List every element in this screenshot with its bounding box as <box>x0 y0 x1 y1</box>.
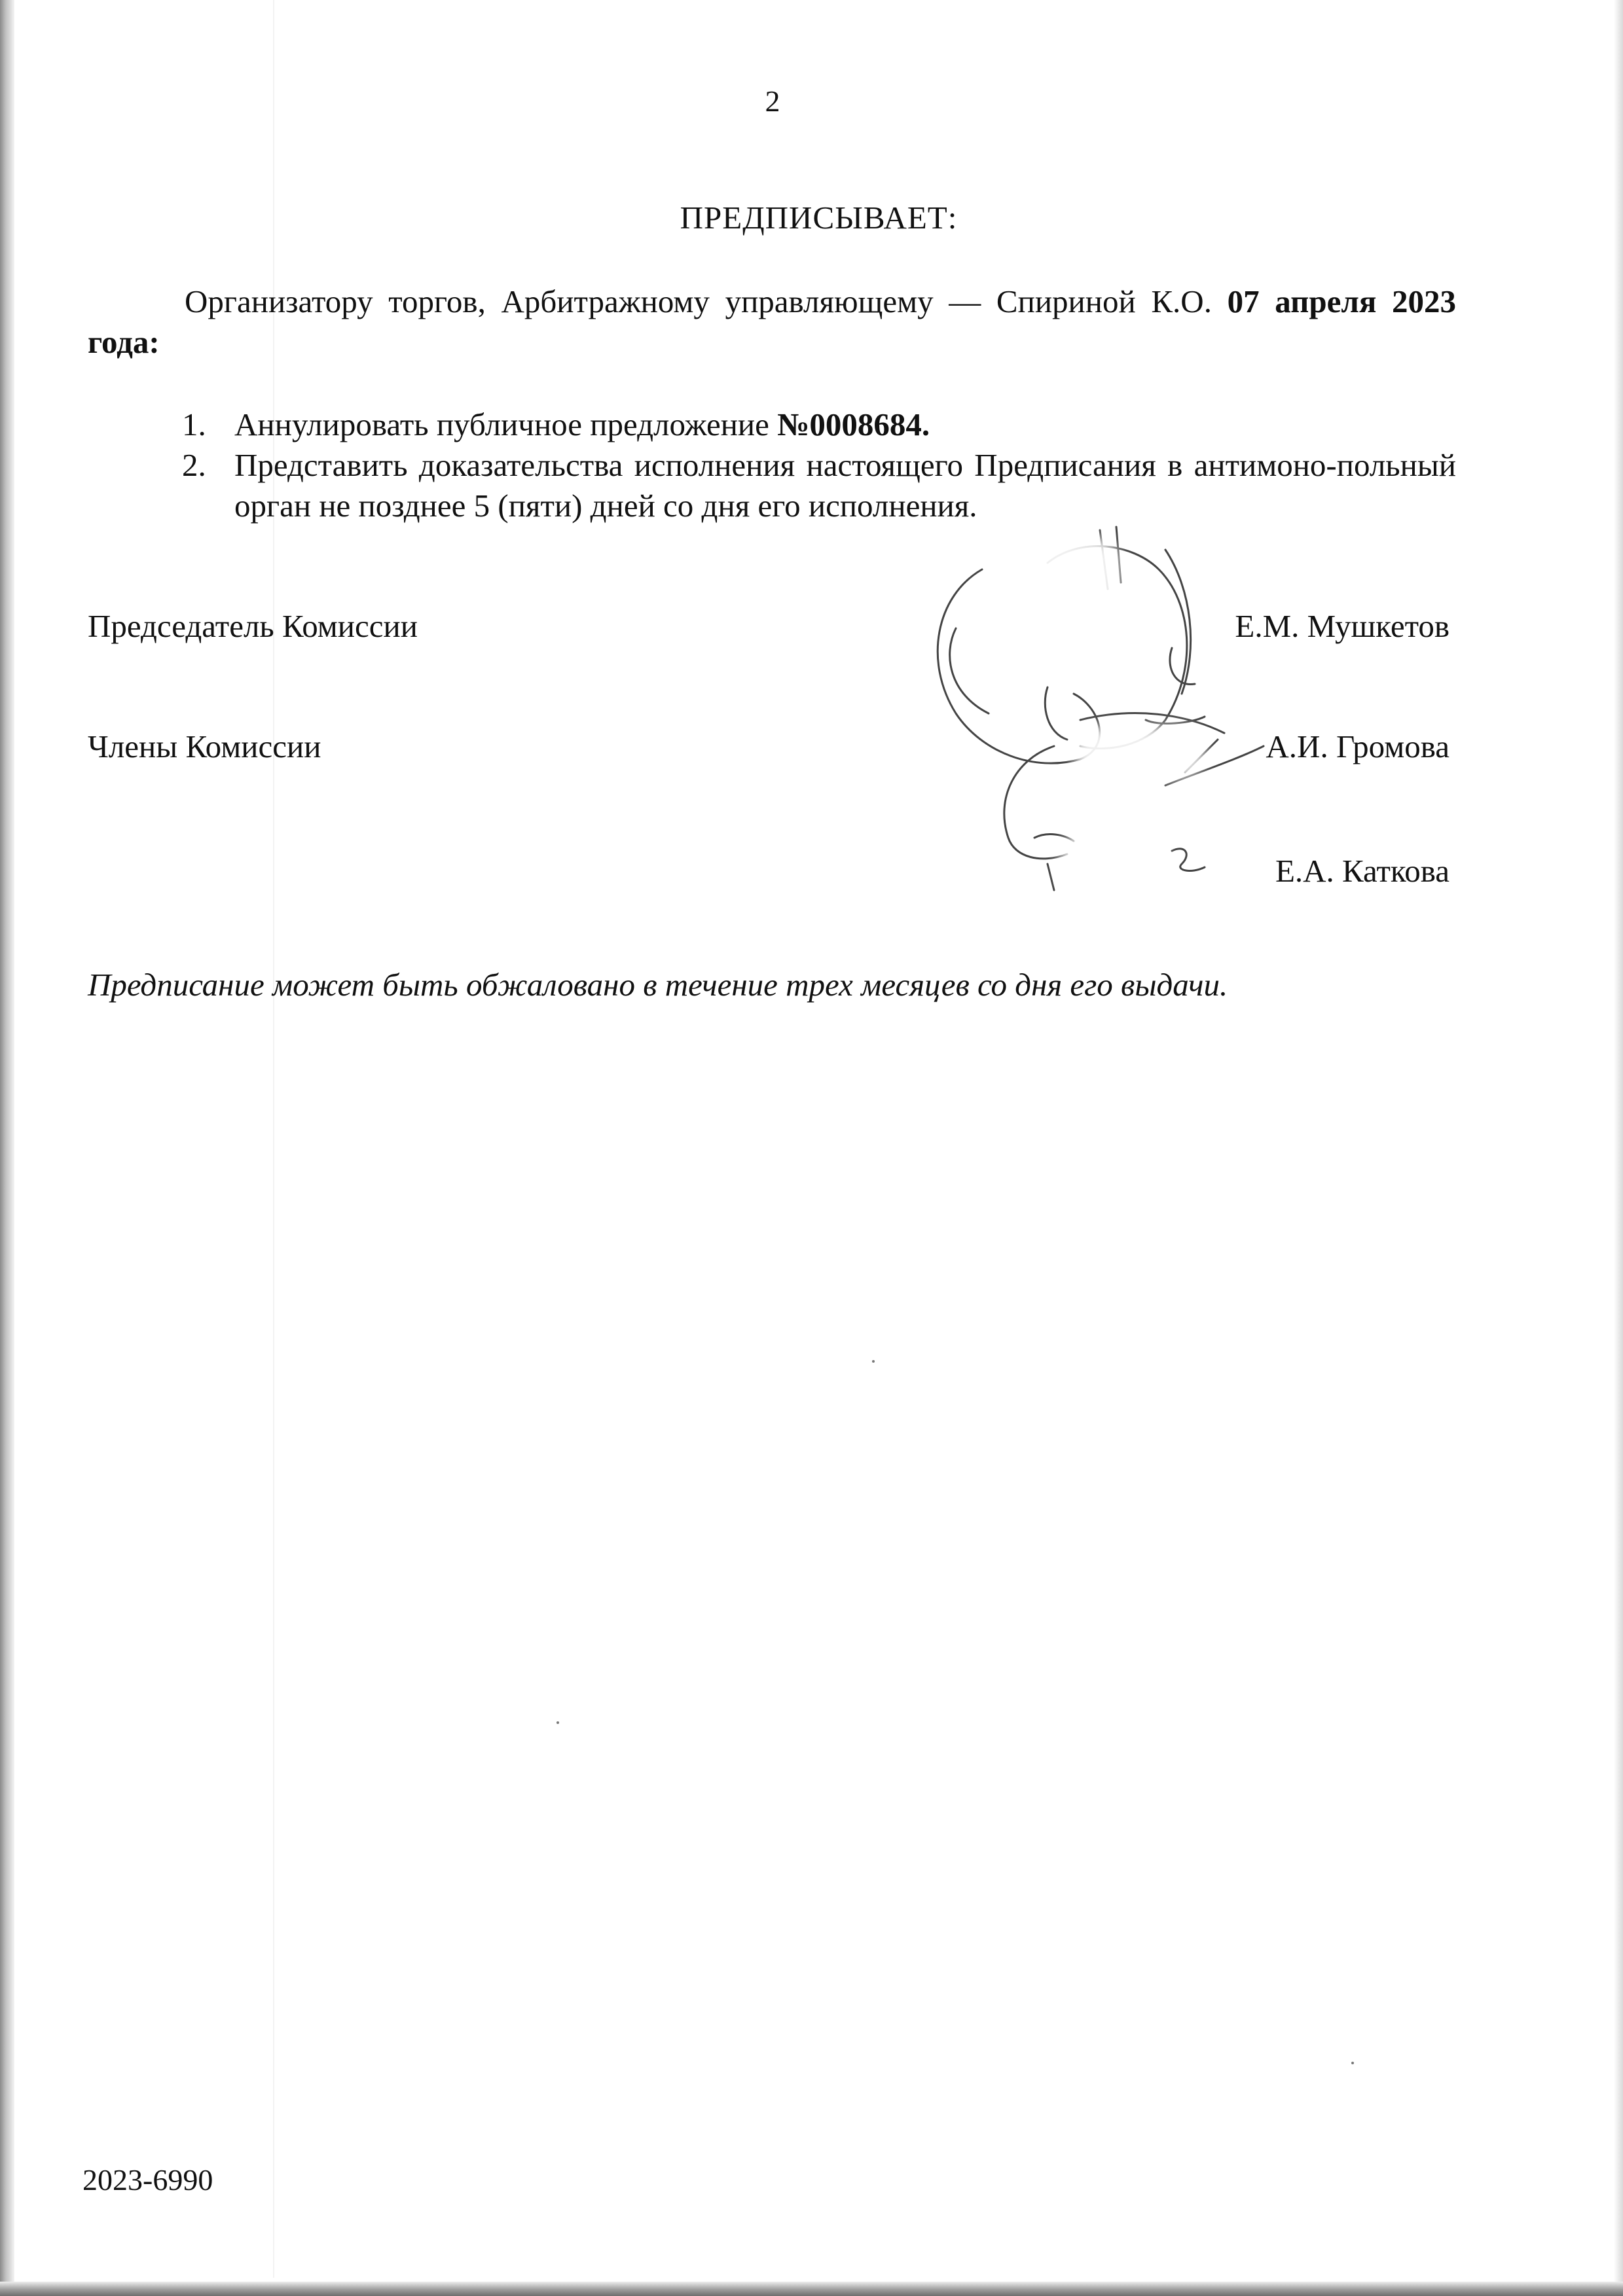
redaction-patch <box>1061 831 1165 897</box>
scan-speck <box>1351 2062 1354 2064</box>
signatory-name: Е.М. Мушкетов <box>1235 608 1450 644</box>
signatory-row-member-1 <box>88 728 1450 768</box>
list-item-text: Представить доказательства исполнения настоящего Предписания в антимоно-польный орган не позднее 5 (пяти) дней со дня его исполнения. <box>234 447 1456 524</box>
document-number: 2023-6990 <box>82 2163 213 2197</box>
scan-left-shadow <box>0 0 14 2296</box>
list-item-text: Аннулировать публичное предложение <box>234 406 778 442</box>
offer-number: №0008684. <box>777 406 930 442</box>
instructions-list <box>182 404 1456 526</box>
scan-bottom-shadow <box>0 2282 1623 2296</box>
signatory-name: А.И. Громова <box>1266 728 1450 764</box>
redaction-patch <box>1074 726 1205 779</box>
redaction-patch <box>1002 537 1120 648</box>
signatory-role: Председатель Комиссии <box>88 608 418 644</box>
scan-right-edge <box>1614 0 1623 2296</box>
signatory-row-member-2 <box>88 852 1450 893</box>
page-number: 2 <box>765 84 780 118</box>
signatory-role: Члены Комиссии <box>88 728 321 764</box>
document-heading: ПРЕДПИСЫВАЕТ: <box>680 200 958 236</box>
list-item-number: 1. <box>182 406 206 442</box>
signatory-name: Е.А. Каткова <box>1275 853 1450 889</box>
appeal-note: Предписание может быть обжаловано в течение трех месяцев со дня его выдачи. <box>88 967 1228 1003</box>
signatory-row-chairman <box>88 607 1450 648</box>
list-item <box>182 404 1456 445</box>
scan-speck <box>556 1721 559 1724</box>
addressee-paragraph <box>88 281 1456 363</box>
scan-speck <box>872 1360 875 1363</box>
list-item-number: 2. <box>182 447 206 483</box>
list-item <box>182 445 1456 526</box>
addressee-text: Организатору торгов, Арбитражному управляющему — Спириной К.О. <box>185 283 1228 319</box>
deadline-date: 07 апреля 2023 года: <box>88 283 1457 360</box>
